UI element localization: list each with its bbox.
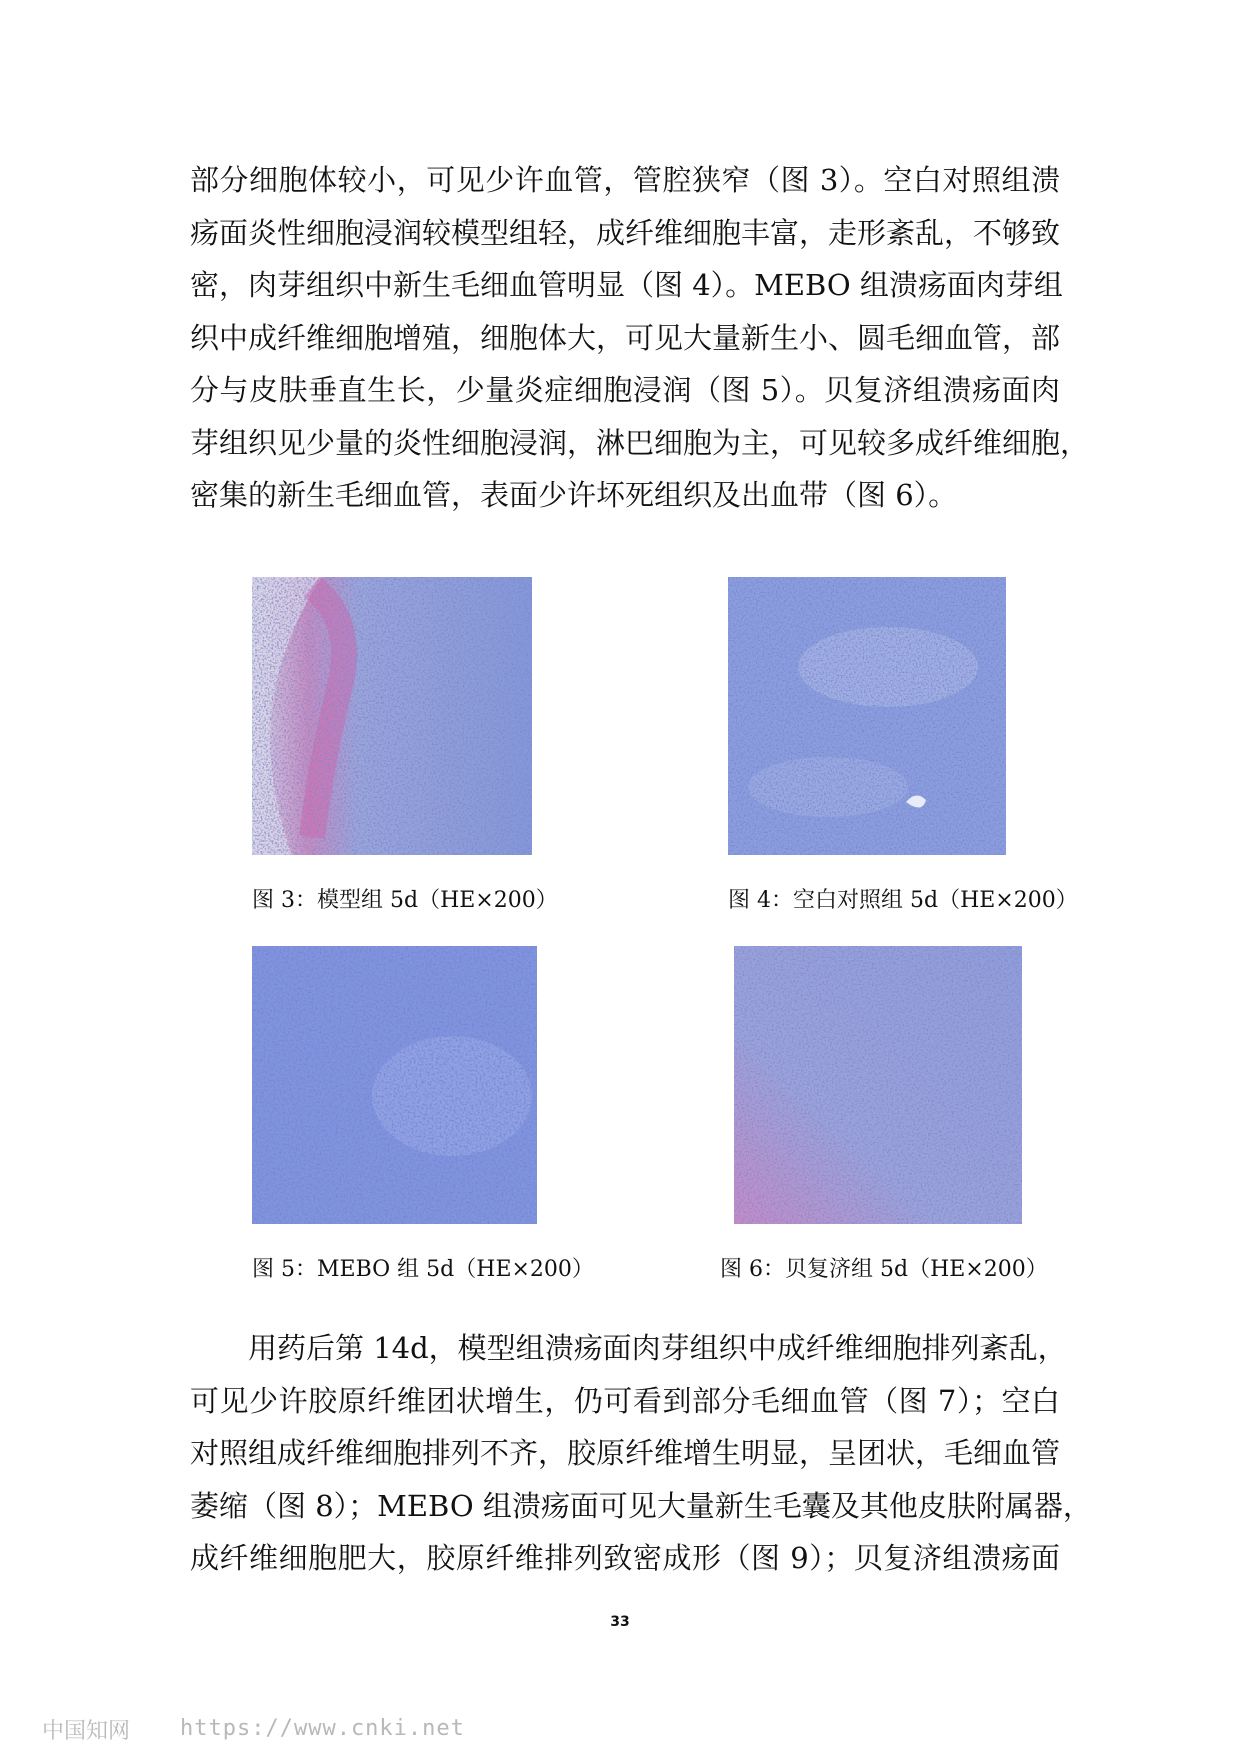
- text-line: 疡面炎性细胞浸润较模型组轻，成纤维细胞丰富，走形紊乱，不够致: [190, 215, 1061, 250]
- text-line: 密集的新生毛细血管，表面少许坏死组织及出血带（图 6）。: [190, 478, 958, 512]
- text-line: 成纤维细胞肥大，胶原纤维排列致密成形（图 9）；贝复济组溃疡面: [190, 1541, 1060, 1575]
- text-line: 织中成纤维细胞增殖，细胞体大，可见大量新生小、圆毛细血管，部: [190, 320, 1061, 355]
- histology-image-blank-control-group: [728, 577, 1006, 855]
- text-line: 密，肉芽组织中新生毛细血管明显（图 4）。MEBO 组溃疡面肉芽组: [190, 268, 1063, 302]
- text-line: 部分细胞体较小，可见少许血管，管腔狭窄（图 3）。空白对照组溃: [190, 163, 1060, 197]
- footer-url-link[interactable]: https://www.cnki.net: [180, 1716, 465, 1741]
- figure-caption: 图 4：空白对照组 5d（HE×200）: [728, 888, 1078, 913]
- figure-caption: 图 3：模型组 5d（HE×200）: [252, 888, 558, 913]
- paragraph-results-day14: [190, 1322, 1092, 1585]
- text-line: 用药后第 14d，模型组溃疡面肉芽组织中成纤维细胞排列紊乱，: [190, 1331, 1067, 1365]
- histology-image-beifuji-group: [734, 946, 1022, 1224]
- text-line: 可见少许胶原纤维团状增生，仍可看到部分毛细血管（图 7）；空白: [190, 1383, 1060, 1418]
- histology-image-model-group: [252, 577, 532, 855]
- text-line: 萎缩（图 8）；MEBO 组溃疡面可见大量新生毛囊及其他皮肤附属器，: [190, 1488, 1092, 1523]
- cnki-logo: 中国知网: [42, 1719, 131, 1744]
- page-number: 33: [610, 1614, 630, 1630]
- text-line: 芽组织见少量的炎性细胞浸润，淋巴细胞为主，可见较多成纤维细胞，: [190, 425, 1090, 460]
- paragraph-results-day5: [190, 154, 1090, 522]
- figure-caption: 图 5：MEBO 组 5d（HE×200）: [252, 1257, 594, 1282]
- histology-image-mebo-group: [252, 946, 537, 1224]
- text-line: 分与皮肤垂直生长，少量炎症细胞浸润（图 5）。贝复济组溃疡面肉: [190, 373, 1060, 407]
- text-line: 对照组成纤维细胞排列不齐，胶原纤维增生明显，呈团状，毛细血管: [190, 1436, 1061, 1470]
- figure-caption: 图 6：贝复济组 5d（HE×200）: [720, 1257, 1048, 1282]
